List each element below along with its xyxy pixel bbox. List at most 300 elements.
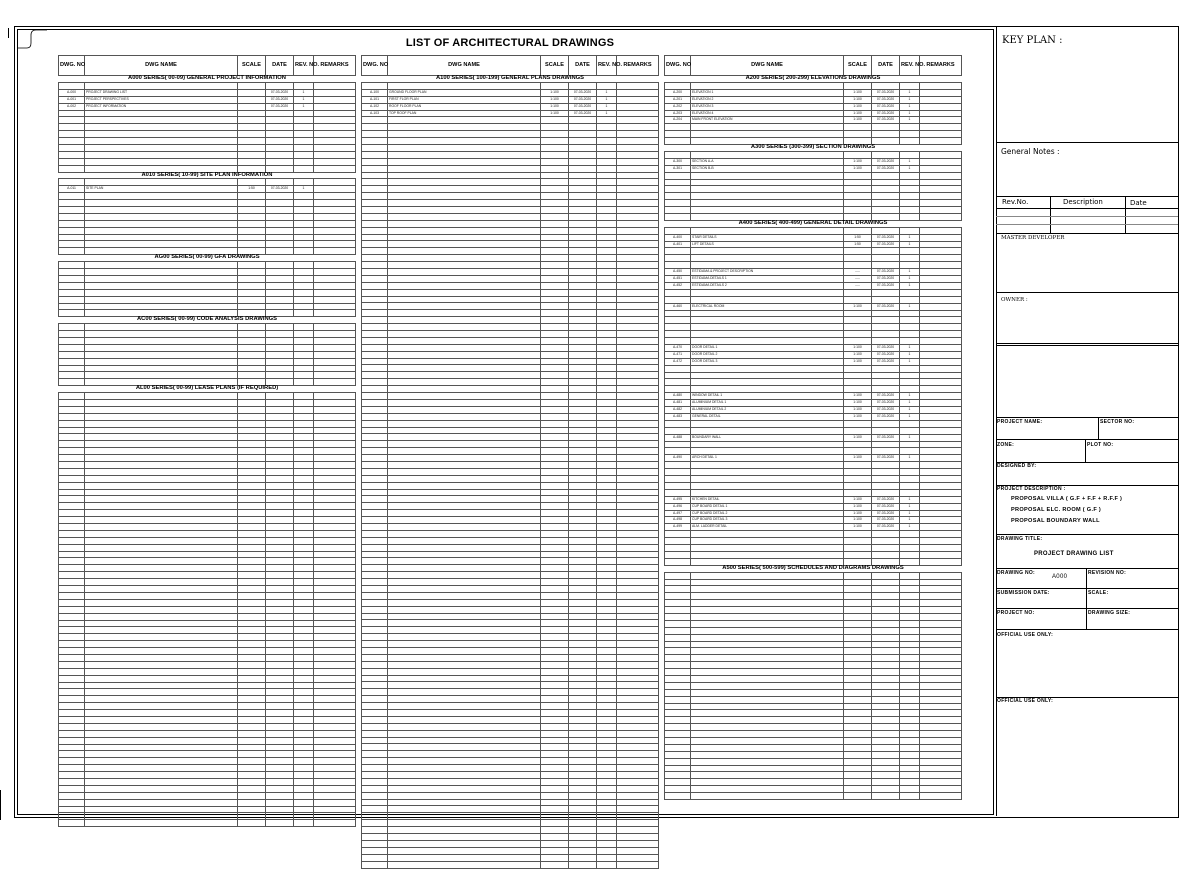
- table-row: [665, 641, 962, 648]
- cell-scale: [238, 730, 266, 737]
- cell-name: [691, 255, 844, 262]
- cell-scale: [844, 641, 872, 648]
- cell-remarks: [617, 406, 659, 413]
- table-row: [59, 158, 356, 165]
- cell-remarks: [920, 234, 962, 241]
- cell-name: [388, 599, 541, 606]
- cell-scale: [541, 227, 569, 234]
- cell-remarks: [920, 641, 962, 648]
- cell-date: [569, 572, 597, 579]
- project-name-label: PROJECT NAME:: [997, 419, 1043, 425]
- cell-scale: [238, 758, 266, 765]
- table-row: [362, 372, 659, 379]
- column-header: DATE: [872, 56, 900, 76]
- table-row: [59, 227, 356, 234]
- cell-date: [266, 723, 294, 730]
- cell-date: [266, 675, 294, 682]
- cell-rev: 1: [597, 96, 617, 103]
- cell-rev: [597, 689, 617, 696]
- series-title: AC00 SERIES( 00-99) CODE ANALYSIS DRAWINGS: [59, 317, 356, 324]
- cell-name: [85, 599, 238, 606]
- cell-scale: [541, 703, 569, 710]
- cell-rev: [294, 799, 314, 806]
- table-row: [59, 496, 356, 503]
- cell-scale: [541, 220, 569, 227]
- cell-rev: 1: [900, 234, 920, 241]
- cell-no: A-471: [665, 351, 691, 358]
- cell-remarks: [314, 151, 356, 158]
- cell-scale: [844, 489, 872, 496]
- cell-remarks: [314, 778, 356, 785]
- cell-date: 07-03-2020: [872, 358, 900, 365]
- cell-name: [388, 269, 541, 276]
- cell-name: ESTIDAMA DETAILS 2: [691, 282, 844, 289]
- cell-no: [665, 476, 691, 483]
- cell-remarks: [920, 655, 962, 662]
- column-header: SCALE: [238, 56, 266, 76]
- cell-rev: [294, 551, 314, 558]
- cell-date: [872, 551, 900, 558]
- cell-no: [362, 799, 388, 806]
- cell-scale: [541, 372, 569, 379]
- cell-no: [665, 607, 691, 614]
- cell-rev: [900, 420, 920, 427]
- cell-no: [665, 744, 691, 751]
- cell-date: [266, 710, 294, 717]
- cell-no: [362, 785, 388, 792]
- cell-rev: [597, 778, 617, 785]
- cell-remarks: [617, 461, 659, 468]
- cell-date: [569, 585, 597, 592]
- cell-remarks: [617, 165, 659, 172]
- cell-date: [569, 358, 597, 365]
- cell-scale: [844, 482, 872, 489]
- table-row: [665, 276, 962, 283]
- table-row: [59, 275, 356, 282]
- cell-date: [569, 406, 597, 413]
- cell-date: [872, 662, 900, 669]
- series-header-row: [665, 220, 962, 227]
- cell-rev: [597, 269, 617, 276]
- cell-scale: [844, 593, 872, 600]
- cell-scale: [238, 406, 266, 413]
- cell-no: [59, 496, 85, 503]
- cell-remarks: [617, 572, 659, 579]
- cell-name: [388, 613, 541, 620]
- cell-rev: [900, 572, 920, 579]
- cell-rev: [597, 372, 617, 379]
- cell-scale: [844, 737, 872, 744]
- table-row: [59, 413, 356, 420]
- cell-scale: [541, 606, 569, 613]
- cell-no: [59, 289, 85, 296]
- cell-remarks: [920, 703, 962, 710]
- table-row: [362, 269, 659, 276]
- cell-date: [569, 186, 597, 193]
- table-row: [59, 282, 356, 289]
- cell-scale: [844, 538, 872, 545]
- cell-date: [569, 420, 597, 427]
- cell-scale: [844, 613, 872, 620]
- cell-date: 07-03-2020: [266, 186, 294, 193]
- cell-date: [872, 675, 900, 682]
- cell-name: [691, 372, 844, 379]
- cell-no: [362, 434, 388, 441]
- cell-remarks: [314, 324, 356, 331]
- cell-name: [691, 482, 844, 489]
- cell-rev: [900, 482, 920, 489]
- cell-scale: [844, 448, 872, 455]
- cell-no: [59, 641, 85, 648]
- cell-date: [569, 165, 597, 172]
- cell-remarks: [617, 138, 659, 145]
- table-row: [362, 785, 659, 792]
- cell-remarks: [314, 103, 356, 110]
- cell-rev: [294, 400, 314, 407]
- cell-no: [59, 131, 85, 138]
- cell-date: [569, 269, 597, 276]
- cell-scale: [844, 317, 872, 324]
- cell-no: [362, 510, 388, 517]
- cell-rev: [597, 193, 617, 200]
- table-row: [362, 613, 659, 620]
- table-row: [59, 510, 356, 517]
- cell-scale: 1:100: [844, 503, 872, 510]
- cell-no: [59, 668, 85, 675]
- cell-rev: [900, 365, 920, 372]
- cell-no: [665, 317, 691, 324]
- cell-scale: [541, 799, 569, 806]
- table-row: [362, 827, 659, 834]
- cell-name: [691, 310, 844, 317]
- cell-no: [59, 648, 85, 655]
- cell-date: [266, 351, 294, 358]
- cell-no: A-460: [665, 303, 691, 310]
- cell-rev: [294, 455, 314, 462]
- cell-scale: [844, 682, 872, 689]
- cell-remarks: [920, 110, 962, 117]
- table-row: [362, 441, 659, 448]
- cell-scale: [238, 372, 266, 379]
- cell-name: [85, 413, 238, 420]
- cell-date: [266, 213, 294, 220]
- table-row: [362, 165, 659, 172]
- cell-scale: [844, 331, 872, 338]
- cell-date: [872, 648, 900, 655]
- cell-no: [665, 172, 691, 179]
- cell-scale: [238, 89, 266, 96]
- cell-no: [665, 620, 691, 627]
- cell-no: [59, 744, 85, 751]
- cell-date: [266, 200, 294, 207]
- cell-remarks: [617, 696, 659, 703]
- cell-name: [388, 592, 541, 599]
- cell-rev: [294, 82, 314, 89]
- cell-date: [872, 248, 900, 255]
- cell-date: [569, 337, 597, 344]
- cell-no: [59, 723, 85, 730]
- cell-date: [569, 682, 597, 689]
- cell-no: [362, 269, 388, 276]
- drawing-title-value: PROJECT DRAWING LIST: [1034, 551, 1114, 557]
- cell-date: [569, 634, 597, 641]
- cell-remarks: [314, 785, 356, 792]
- cell-date: [569, 675, 597, 682]
- cell-name: [691, 324, 844, 331]
- cell-rev: [294, 696, 314, 703]
- cell-scale: [844, 765, 872, 772]
- cell-no: A-100: [362, 89, 388, 96]
- cell-no: [362, 544, 388, 551]
- cell-date: [266, 331, 294, 338]
- cell-scale: [541, 827, 569, 834]
- cell-date: 07-03-2020: [266, 89, 294, 96]
- cell-scale: [844, 579, 872, 586]
- cell-name: [85, 489, 238, 496]
- table-row: [362, 220, 659, 227]
- cell-rev: [294, 579, 314, 586]
- cell-no: [59, 613, 85, 620]
- cell-date: [569, 144, 597, 151]
- cell-scale: ----: [844, 269, 872, 276]
- cell-date: 07-03-2020: [569, 96, 597, 103]
- table-row: [59, 234, 356, 241]
- cell-scale: [844, 696, 872, 703]
- table-row: [59, 124, 356, 131]
- cell-date: 07-03-2020: [872, 400, 900, 407]
- cell-scale: [541, 551, 569, 558]
- table-row: [59, 772, 356, 779]
- cell-name: [85, 592, 238, 599]
- table-row: [665, 779, 962, 786]
- revision-no-label: REVISION NO:: [1088, 570, 1127, 576]
- cell-rev: 1: [900, 407, 920, 414]
- cell-no: [362, 399, 388, 406]
- table-row: [59, 82, 356, 89]
- cell-name: PROJECT INFORMATION: [85, 103, 238, 110]
- table-row: [665, 386, 962, 393]
- cell-rev: [597, 716, 617, 723]
- cell-rev: [900, 538, 920, 545]
- cell-no: A-002: [59, 103, 85, 110]
- cell-name: [388, 296, 541, 303]
- cell-date: [266, 544, 294, 551]
- cell-name: [388, 716, 541, 723]
- cell-remarks: [920, 669, 962, 676]
- table-row: [665, 731, 962, 738]
- cell-date: [872, 462, 900, 469]
- cell-rev: [900, 489, 920, 496]
- cell-remarks: [617, 744, 659, 751]
- cell-scale: [541, 461, 569, 468]
- cell-name: [85, 765, 238, 772]
- cell-no: A-011: [59, 186, 85, 193]
- cell-scale: 1:100: [844, 400, 872, 407]
- table-row: [59, 434, 356, 441]
- table-row: [59, 716, 356, 723]
- cell-no: [362, 200, 388, 207]
- cell-rev: [294, 730, 314, 737]
- table-row: [59, 138, 356, 145]
- cell-scale: [541, 744, 569, 751]
- table-row: [59, 668, 356, 675]
- cell-no: [362, 406, 388, 413]
- table-row: [665, 531, 962, 538]
- cell-rev: [900, 593, 920, 600]
- cell-rev: [294, 489, 314, 496]
- cell-remarks: [920, 331, 962, 338]
- cell-scale: [541, 193, 569, 200]
- table-row: [362, 324, 659, 331]
- cell-remarks: [314, 200, 356, 207]
- cell-scale: [238, 572, 266, 579]
- cell-scale: [844, 462, 872, 469]
- cell-remarks: [920, 262, 962, 269]
- cell-rev: [294, 785, 314, 792]
- table-row: [59, 462, 356, 469]
- cell-remarks: [920, 82, 962, 89]
- cell-rev: [597, 544, 617, 551]
- cell-no: [665, 538, 691, 545]
- table-row: [665, 620, 962, 627]
- cell-rev: [294, 462, 314, 469]
- cell-name: [691, 379, 844, 386]
- cell-name: KITCHEN DETAIL: [691, 496, 844, 503]
- table-row: [362, 406, 659, 413]
- cell-scale: [238, 613, 266, 620]
- cell-no: [665, 689, 691, 696]
- cell-name: [85, 296, 238, 303]
- cell-name: PROJECT DRAWING LIST: [85, 89, 238, 96]
- table-row: [59, 627, 356, 634]
- cell-scale: [238, 393, 266, 400]
- cell-remarks: [920, 627, 962, 634]
- cell-name: [691, 682, 844, 689]
- cell-name: [388, 785, 541, 792]
- series-title: A500 SERIES( 500-599) SCHEDULES AND DIAGRAMS DRAWINGS: [665, 565, 962, 572]
- cell-remarks: [617, 689, 659, 696]
- cell-date: 07-03-2020: [872, 241, 900, 248]
- crop-mark: [8, 28, 9, 38]
- cell-name: [85, 289, 238, 296]
- cell-name: [388, 158, 541, 165]
- designed-by-label: DESIGNED BY:: [997, 463, 1037, 469]
- table-row: [665, 538, 962, 545]
- cell-no: [362, 413, 388, 420]
- cell-date: [266, 572, 294, 579]
- cell-remarks: [314, 475, 356, 482]
- cell-date: [569, 689, 597, 696]
- cell-rev: [597, 248, 617, 255]
- cell-rev: [597, 138, 617, 145]
- table-row: [665, 572, 962, 579]
- cell-rev: [900, 427, 920, 434]
- cell-rev: 1: [597, 103, 617, 110]
- cell-rev: [900, 689, 920, 696]
- cell-name: [85, 131, 238, 138]
- table-row: [362, 503, 659, 510]
- cell-date: [266, 337, 294, 344]
- cell-no: [59, 344, 85, 351]
- table-row: [59, 730, 356, 737]
- cell-date: [872, 420, 900, 427]
- cell-date: [569, 386, 597, 393]
- cell-scale: [238, 586, 266, 593]
- cell-name: [388, 813, 541, 820]
- table-row: [362, 413, 659, 420]
- table-row: [665, 158, 962, 165]
- cell-remarks: [920, 648, 962, 655]
- cell-date: [872, 545, 900, 552]
- cell-rev: [597, 344, 617, 351]
- table-row: [665, 255, 962, 262]
- cell-no: [59, 792, 85, 799]
- cell-no: A-451: [665, 276, 691, 283]
- table-row: [59, 641, 356, 648]
- table-row: [665, 469, 962, 476]
- cell-remarks: [314, 599, 356, 606]
- cell-rev: [294, 517, 314, 524]
- cell-scale: [541, 599, 569, 606]
- cell-no: A-200: [665, 89, 691, 96]
- cell-name: [85, 144, 238, 151]
- cell-date: [569, 427, 597, 434]
- cell-rev: [294, 117, 314, 124]
- cell-scale: [844, 131, 872, 138]
- cell-rev: [900, 607, 920, 614]
- cell-remarks: [314, 269, 356, 276]
- cell-name: [85, 558, 238, 565]
- cell-rev: [597, 393, 617, 400]
- cell-scale: [844, 620, 872, 627]
- cell-date: [266, 668, 294, 675]
- cell-date: [569, 620, 597, 627]
- cell-no: [665, 627, 691, 634]
- cell-remarks: [920, 324, 962, 331]
- cell-name: [388, 193, 541, 200]
- cell-name: [691, 648, 844, 655]
- cell-scale: [238, 799, 266, 806]
- cell-date: [872, 703, 900, 710]
- cell-no: [665, 737, 691, 744]
- cell-name: [85, 475, 238, 482]
- cell-date: [569, 820, 597, 827]
- cell-name: [388, 840, 541, 847]
- column-header: REV. NO.: [900, 56, 920, 76]
- cell-scale: [541, 475, 569, 482]
- cell-date: [872, 744, 900, 751]
- drawing-list-table: [361, 55, 659, 869]
- cell-scale: [541, 765, 569, 772]
- table-row: [59, 110, 356, 117]
- cell-scale: [238, 627, 266, 634]
- table-row: [59, 592, 356, 599]
- cell-date: [569, 193, 597, 200]
- cell-scale: [541, 331, 569, 338]
- table-row: [59, 503, 356, 510]
- cell-date: [266, 400, 294, 407]
- cell-name: [388, 303, 541, 310]
- cell-rev: [294, 282, 314, 289]
- cell-scale: [844, 248, 872, 255]
- table-row: [59, 751, 356, 758]
- cell-remarks: [617, 420, 659, 427]
- cell-rev: [597, 737, 617, 744]
- cell-scale: [238, 227, 266, 234]
- cell-name: [388, 406, 541, 413]
- cell-name: [691, 731, 844, 738]
- cell-no: [665, 717, 691, 724]
